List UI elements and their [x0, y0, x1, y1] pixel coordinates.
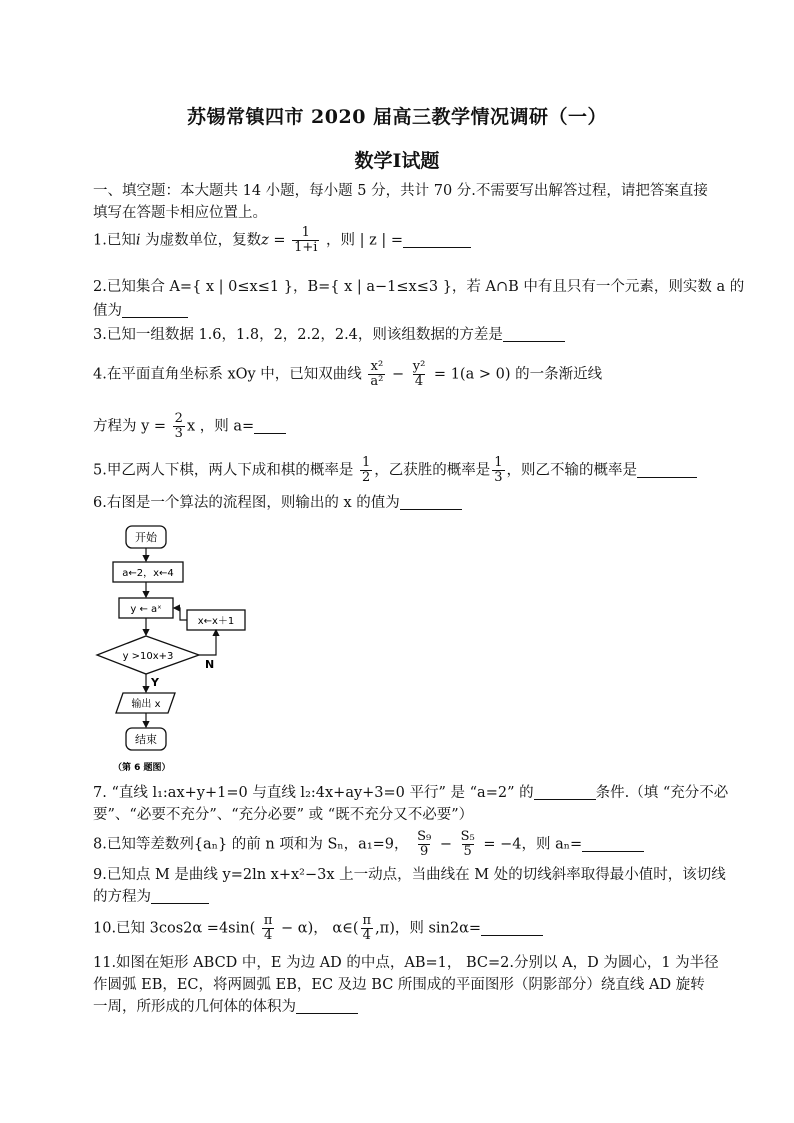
answer-blank [403, 231, 471, 248]
page-title: 苏锡常镇四市 2020 届高三教学情况调研（一） [186, 106, 608, 128]
question-8: 8.已知等差数列{aₙ} 的前 n 项和为 Sₙ，a₁=9， $\frac{\text{S₉}}{9}$ − $\frac{\text{S₅}}{5}$ = −4，则 aₙ= [93, 830, 705, 859]
fraction: $\frac{\text{S₉}}{9}$ [417, 829, 432, 859]
flow-yes-label: Y [151, 676, 159, 689]
flowchart-figure [93, 518, 253, 778]
answer-blank [400, 493, 462, 510]
fraction: $\frac{\pi}{4}$ [362, 913, 372, 943]
question-11: 11.如图在矩形 ABCD 中，E 为边 AD 的中点，AB=1， BC=2.分别以 A，D 为圆心，1 为半径 [93, 955, 719, 971]
question-10: 10.已知 3cos2α =4sin( $\frac{\pi}{4}$ − α)， α∈( $\frac{\pi}{4}$ ,π)，则 sin2α= [93, 914, 705, 943]
question-3: 3.已知一组数据 1.6，1.8，2，2.2，2.4，则该组数据的方差是 [93, 324, 705, 346]
fraction: $\frac{1}{3}$ [494, 455, 503, 485]
answer-blank [254, 417, 286, 434]
question-11-cont2: 一周，所形成的几何体的体积为 [93, 996, 705, 1018]
fraction: $\frac{1}{2}$ [361, 455, 371, 485]
flow-assign-label: y ← aˣ [130, 604, 162, 615]
question-6: 6.右图是一个算法的流程图，则输出的 x 的值为 [93, 492, 705, 514]
answer-blank [122, 301, 188, 318]
question-1: 1.已知i 为虚数单位，复数z = $\frac{1}{1+i}$ ，则 | z | = [93, 226, 705, 255]
flow-init-label: a←2，x←4 [122, 568, 174, 579]
flow-update-label: x←x＋1 [197, 616, 235, 627]
section-instruction-2: 填写在答题卡相应位置上。 [93, 205, 267, 221]
flow-caption: （第 6 题图） [113, 763, 171, 773]
fraction: $\frac{2}{3}$ [174, 411, 183, 441]
flow-no-label: N [205, 658, 215, 671]
answer-blank [637, 461, 697, 478]
flow-loop-arrow [199, 630, 216, 655]
section-instruction-1: 一、填空题：本大题共 14 小题，每小题 5 分，共计 70 分.不需要写出解答过程，请把答案直接 [93, 183, 708, 199]
question-4: 4.在平面直角坐标系 xOy 中，已知双曲线 $\frac{\text{x²}}{\text{a²}}$ − $\frac{\text{y²}}{4}$ = 1(a > 0) 的一条渐近线 [93, 359, 603, 389]
answer-blank [582, 835, 644, 852]
fraction: $\frac{\text{S₅}}{5}$ [460, 829, 475, 859]
flow-end-label: 结束 [135, 733, 157, 746]
fraction: $\frac{1}{1+i}$ [294, 225, 318, 255]
answer-blank [481, 919, 543, 936]
flow-decision-label: y >10x+3 [122, 651, 174, 662]
fraction: $\frac{\text{y²}}{4}$ [412, 359, 426, 389]
answer-blank [151, 887, 209, 904]
question-7: 7. “直线 l₁:ax+y+1=0 与直线 l₂:4x+ay+3=0 平行” 是 “a=2” 的 条件.（填 “充分不必 [93, 785, 729, 801]
question-5: 5.甲乙两人下棋，两人下成和棋的概率是 $\frac{1}{2}$ ，乙获胜的概率是 $\frac{1}{3}$ ，则乙不输的概率是 [93, 456, 705, 485]
flow-start-label: 开始 [135, 531, 157, 544]
answer-blank [534, 783, 596, 800]
flow-loop-arrow [174, 608, 187, 620]
fraction: $\frac{\pi}{4}$ [263, 913, 273, 943]
flow-output-label: 输出 x [131, 699, 161, 710]
question-11-cont: 作圆弧 EB，EC，将两圆弧 EB，EC 及边 BC 所围成的平面图形（阴影部分）绕直线 AD 旋转 [93, 977, 705, 993]
answer-blank [503, 325, 565, 342]
answer-blank [296, 997, 358, 1014]
question-9: 9.已知点 M 是曲线 y=2ln x+x²−3x 上一动点，当曲线在 M 处的切线斜率取得最小值时，该切线 [93, 867, 726, 883]
question-2-cont: 值为 [93, 300, 705, 322]
question-9-cont: 的方程为 [93, 886, 705, 908]
question-2: 2.已知集合 A={ x | 0≤x≤1 }，B={ x | a−1≤x≤3 }，若 A∩B 中有且只有一个元素，则实数 a 的 [93, 279, 745, 295]
page-subtitle: 数学Ⅰ试题 [354, 150, 440, 172]
question-4-cont: 方程为 y = $\frac{2}{3}$ x ，则 a= [93, 412, 705, 441]
fraction: $\frac{\text{x²}}{\text{a²}}$ [370, 359, 384, 389]
question-7-cont: 要”、“必要不充分”、“充分必要” 或 “既不充分又不必要”） [93, 807, 474, 823]
